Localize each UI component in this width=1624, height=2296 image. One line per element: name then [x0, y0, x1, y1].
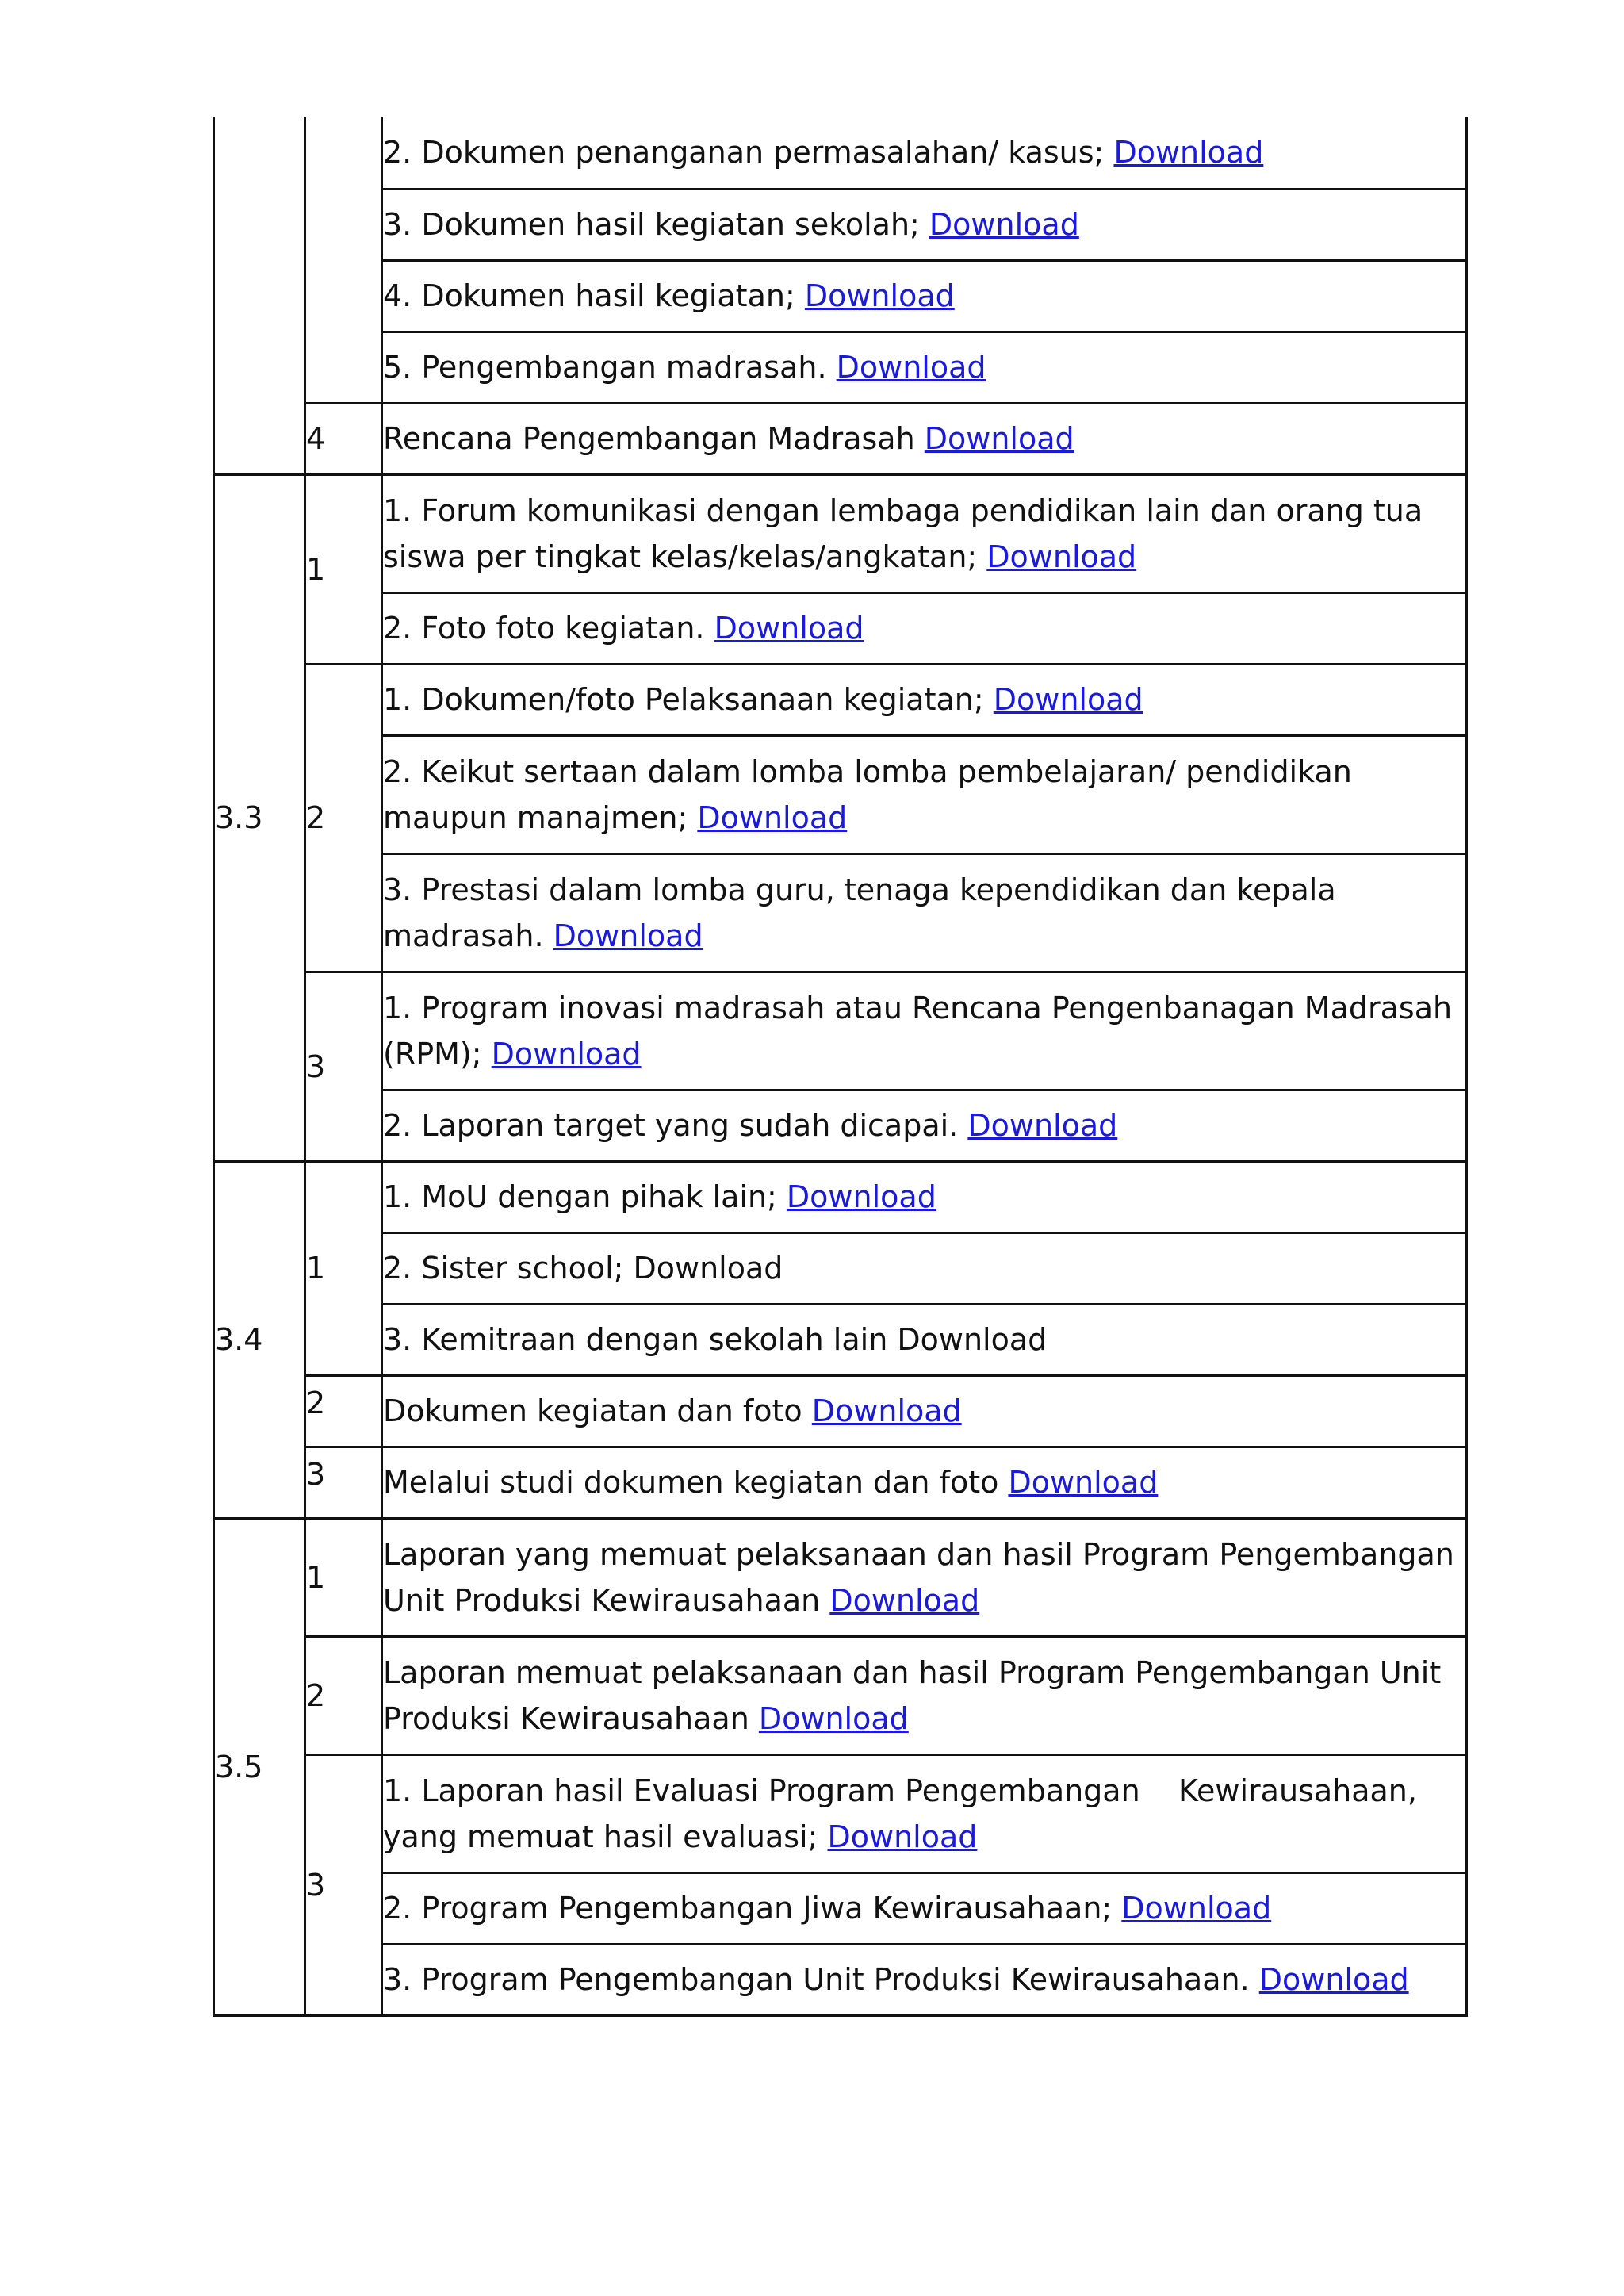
item-cell: 2. Foto foto kegiatan. Download — [382, 592, 1467, 664]
table-row — [214, 1636, 1467, 1754]
item-cell: 2. Laporan target yang sudah dicapai. Download — [382, 1090, 1467, 1161]
table-row — [214, 189, 1467, 260]
table-row — [214, 1161, 1467, 1232]
item-cell: 2. Sister school; Download — [382, 1232, 1467, 1304]
table-row — [214, 972, 1467, 1090]
table-row — [214, 735, 1467, 853]
download-link[interactable]: Download — [836, 350, 986, 385]
number-cell: 1 — [305, 1518, 382, 1636]
download-link[interactable]: Download — [697, 799, 848, 835]
item-cell: 3. Kemitraan dengan sekolah lain Download — [382, 1304, 1467, 1375]
table-row — [214, 1754, 1467, 1872]
section-cell: 3.3 — [214, 474, 305, 1161]
table-row — [214, 592, 1467, 664]
item-cell: 2. Program Pengembangan Jiwa Kewirausahaan; Download — [382, 1872, 1467, 1944]
item-cell: Laporan memuat pelaksanaan dan hasil Program Pengembangan Unit Produksi Kewirausahaan Download — [382, 1636, 1467, 1754]
download-link[interactable]: Download — [993, 682, 1143, 717]
document-table — [213, 117, 1468, 2017]
number-cell: 4 — [305, 403, 382, 474]
download-link[interactable]: Download — [1008, 1465, 1159, 1500]
item-cell: Rencana Pengembangan Madrasah Download — [382, 403, 1467, 474]
item-cell: 1. Program inovasi madrasah atau Rencana Pengenbanagan Madrasah (RPM); Download — [382, 972, 1467, 1090]
number-cell: 2 — [305, 1375, 382, 1447]
download-link[interactable]: Download — [1258, 1962, 1409, 1997]
number-cell: 2 — [305, 1636, 382, 1754]
download-link[interactable]: Download — [967, 1108, 1118, 1143]
number-cell: 1 — [305, 474, 382, 664]
table-row — [214, 1375, 1467, 1447]
table-row — [214, 260, 1467, 332]
number-cell: 3 — [305, 972, 382, 1161]
item-cell: Melalui studi dokumen kegiatan dan foto Download — [382, 1447, 1467, 1518]
download-link[interactable]: Download — [1121, 1891, 1272, 1926]
section-cell: 3.5 — [214, 1518, 305, 2015]
number-cell: 3 — [305, 1447, 382, 1518]
table-row — [214, 664, 1467, 735]
download-link[interactable]: Download — [924, 421, 1074, 456]
item-cell: 3. Prestasi dalam lomba guru, tenaga kependidikan dan kepala madrasah. Download — [382, 853, 1467, 972]
item-cell: 4. Dokumen hasil kegiatan; Download — [382, 260, 1467, 332]
item-cell: Dokumen kegiatan dan foto Download — [382, 1375, 1467, 1447]
download-link[interactable]: Download — [986, 539, 1137, 574]
item-cell: 2. Keikut sertaan dalam lomba lomba pembelajaran/ pendidikan maupun manajmen; Download — [382, 735, 1467, 853]
table-row — [214, 1518, 1467, 1636]
table-row — [214, 1090, 1467, 1161]
number-cell: 1 — [305, 1161, 382, 1375]
item-cell: 1. Forum komunikasi dengan lembaga pendidikan lain dan orang tua siswa per tingkat kelas/kelas/angkatan; Download — [382, 474, 1467, 592]
table-row — [214, 1447, 1467, 1518]
number-cell: 3 — [305, 1754, 382, 2015]
download-link[interactable]: Download — [804, 278, 955, 313]
section-cell — [214, 117, 305, 474]
table-row — [214, 332, 1467, 403]
table-row — [214, 853, 1467, 972]
download-link[interactable]: Download — [811, 1393, 962, 1428]
section-cell: 3.4 — [214, 1161, 305, 1518]
number-cell — [305, 117, 382, 403]
table-row — [214, 403, 1467, 474]
item-cell: 5. Pengembangan madrasah. Download — [382, 332, 1467, 403]
download-link[interactable]: Download — [1113, 135, 1264, 171]
table-row — [214, 1304, 1467, 1375]
item-cell: 3. Dokumen hasil kegiatan sekolah; Download — [382, 189, 1467, 260]
download-link[interactable]: Download — [758, 1700, 909, 1736]
item-cell: 3. Program Pengembangan Unit Produksi Kewirausahaan. Download — [382, 1944, 1467, 2015]
download-link[interactable]: Download — [829, 1582, 980, 1618]
item-cell: 1. Laporan hasil Evaluasi Program Pengembangan Kewirausahaan, yang memuat hasil evaluasi; Download — [382, 1754, 1467, 1872]
item-cell: Laporan yang memuat pelaksanaan dan hasil Program Pengembangan Unit Produksi Kewirausahaan Download — [382, 1518, 1467, 1636]
item-cell: 1. Dokumen/foto Pelaksanaan kegiatan; Download — [382, 664, 1467, 735]
table-row — [214, 1872, 1467, 1944]
item-cell: 1. MoU dengan pihak lain; Download — [382, 1161, 1467, 1232]
download-link[interactable]: Download — [714, 611, 864, 646]
table-row — [214, 474, 1467, 592]
table-row — [214, 117, 1467, 189]
download-link[interactable]: Download — [491, 1036, 642, 1071]
download-link[interactable]: Download — [786, 1179, 936, 1214]
download-link[interactable]: Download — [827, 1819, 978, 1854]
table-row — [214, 1232, 1467, 1304]
download-link[interactable]: Download — [929, 207, 1079, 242]
number-cell: 2 — [305, 664, 382, 972]
download-link[interactable]: Download — [553, 918, 703, 953]
table-row — [214, 1944, 1467, 2015]
item-cell: 2. Dokumen penanganan permasalahan/ kasus; Download — [382, 117, 1467, 189]
